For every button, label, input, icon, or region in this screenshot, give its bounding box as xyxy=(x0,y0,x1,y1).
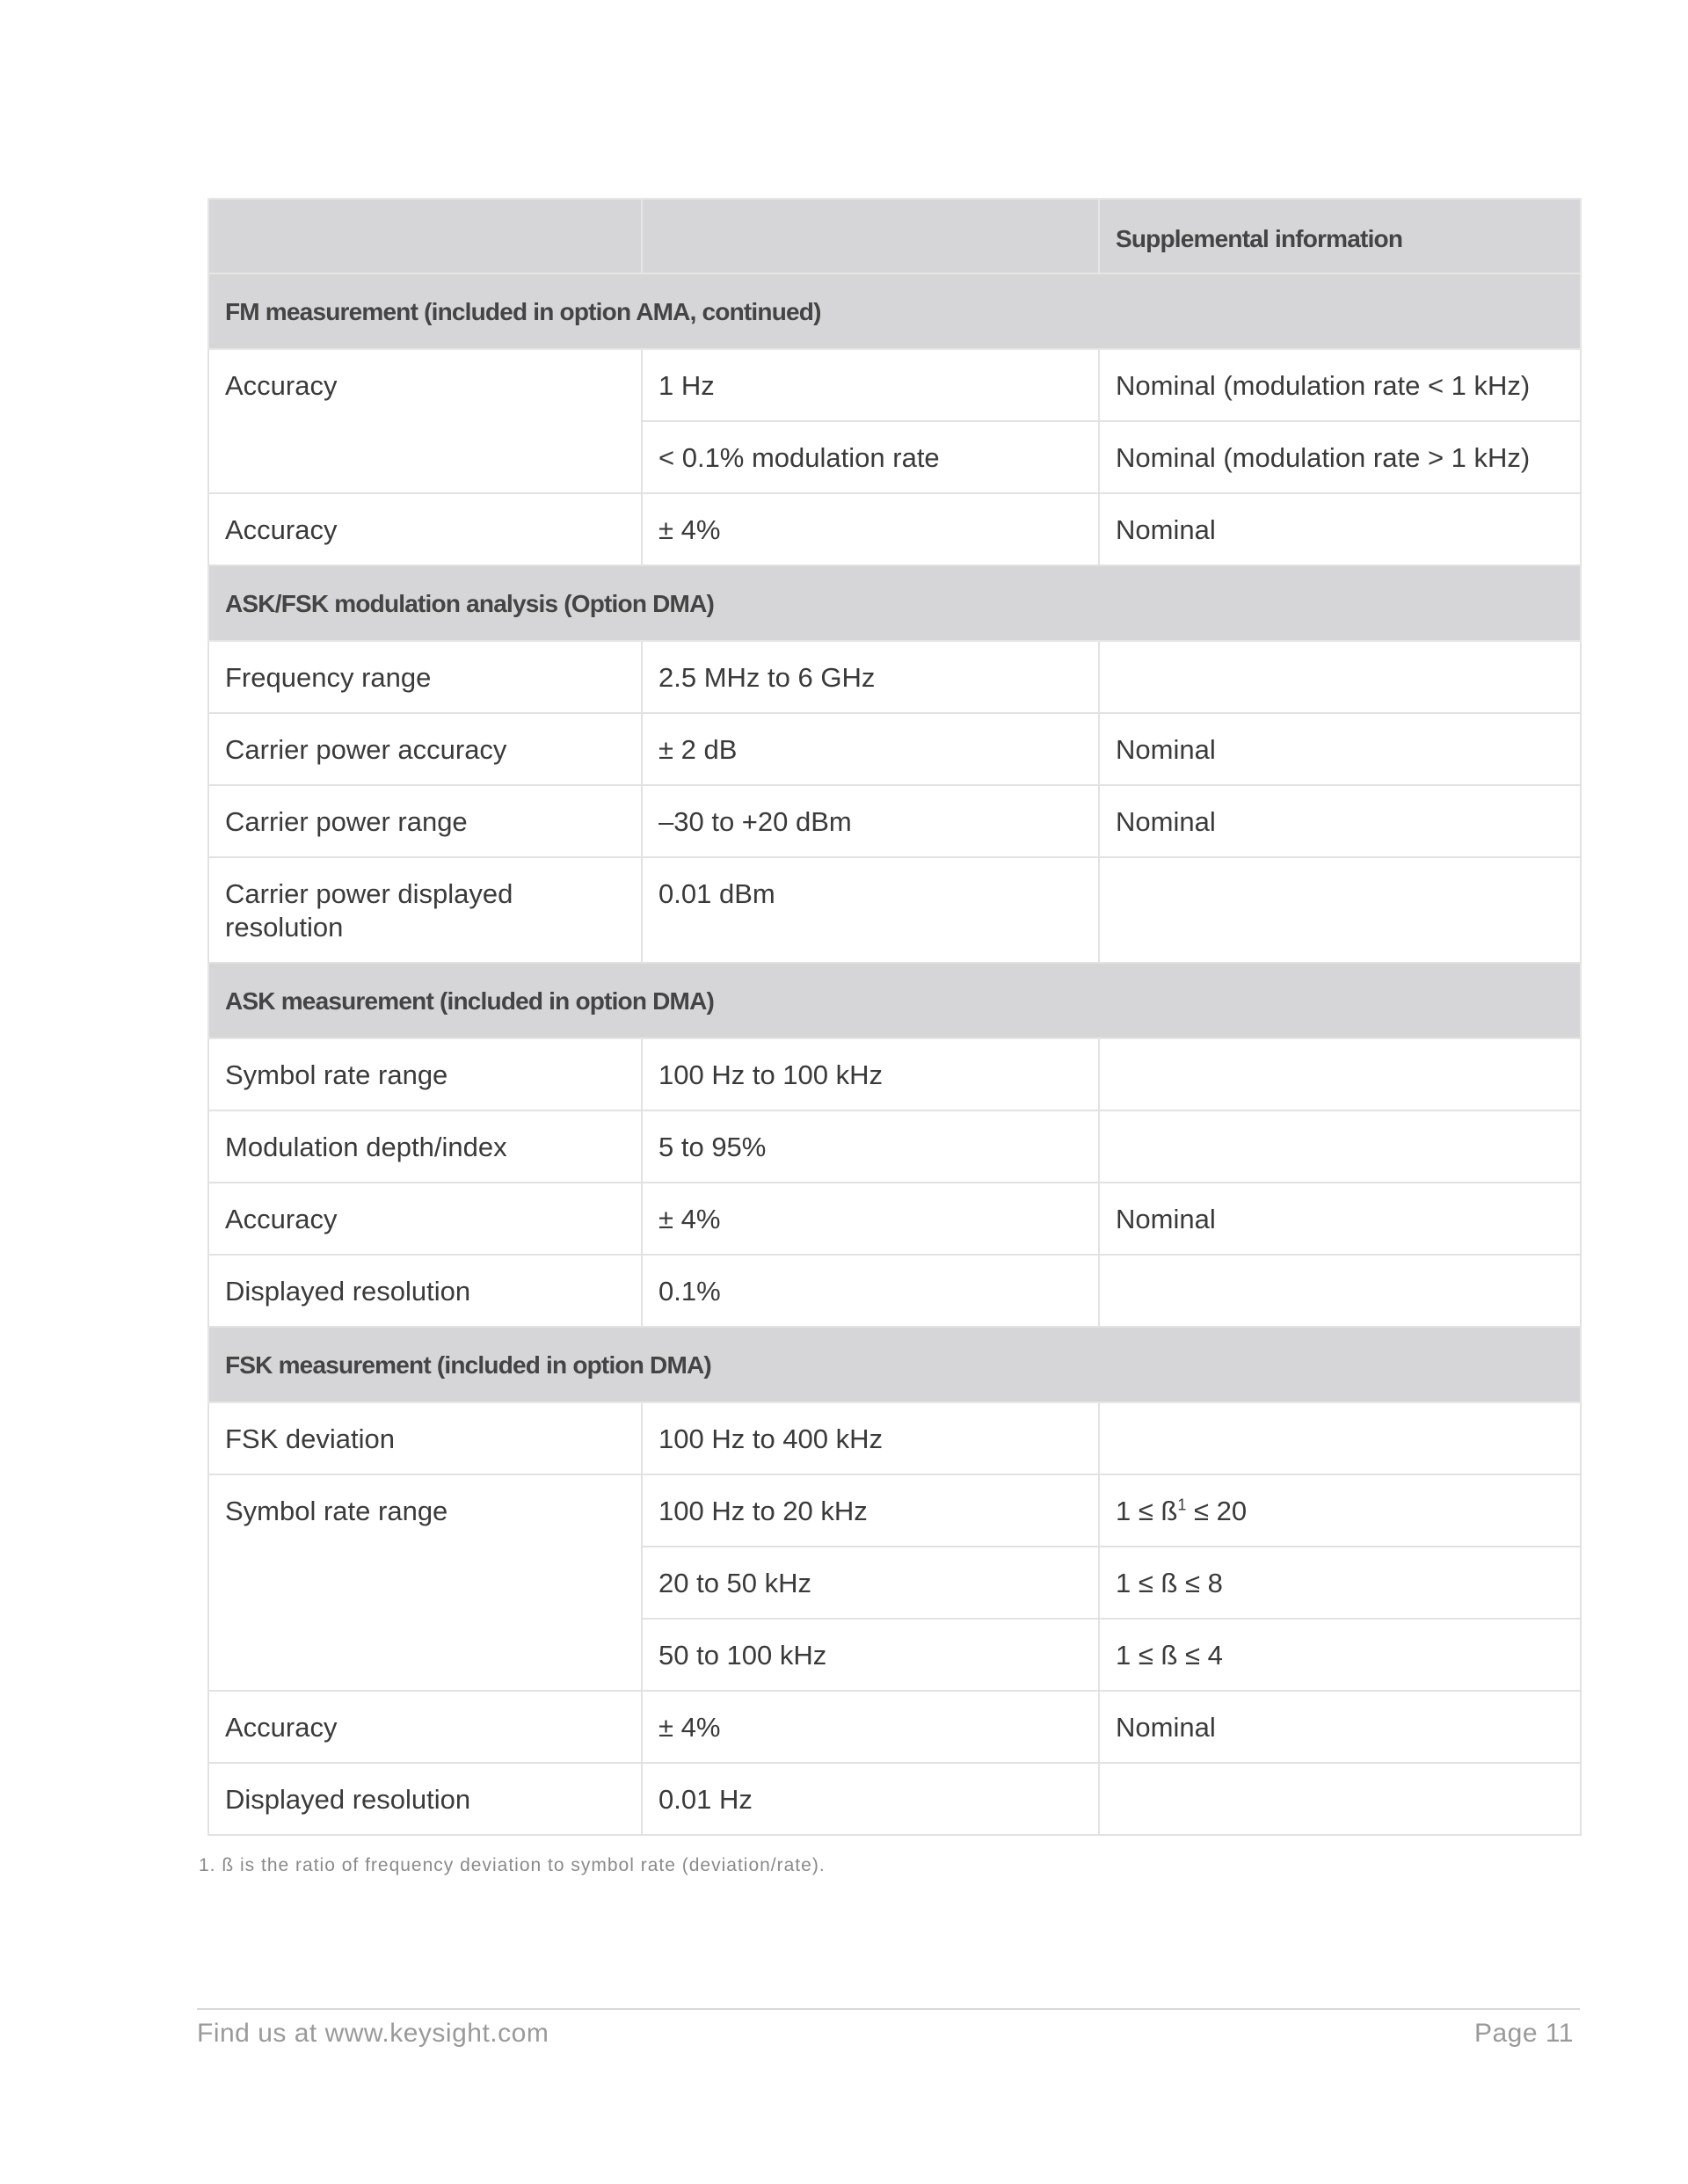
table-cell xyxy=(642,1255,1099,1327)
cell-text: ± 2 dB xyxy=(658,734,738,765)
page-number: Page 11 xyxy=(1473,2019,1574,2048)
table-cell xyxy=(1099,493,1581,565)
table-row xyxy=(208,1255,1581,1327)
cell-text: 0.01 Hz xyxy=(658,1784,753,1815)
cell-text: Accuracy xyxy=(225,370,338,401)
table-cell xyxy=(208,1763,642,1835)
table-cell xyxy=(1099,1619,1581,1691)
table-row xyxy=(208,713,1581,785)
table-row xyxy=(208,1110,1581,1183)
table-row xyxy=(208,349,1581,421)
table-cell xyxy=(642,421,1099,493)
cell-text: –30 to +20 dBm xyxy=(658,806,852,837)
table-cell xyxy=(208,1402,642,1474)
table-row xyxy=(208,1691,1581,1763)
cell-text: ± 4% xyxy=(658,1712,721,1743)
cell-text: 0.1% xyxy=(658,1276,721,1307)
cell-text: Accuracy xyxy=(225,1204,338,1234)
table-cell xyxy=(1099,785,1581,857)
table-cell xyxy=(208,1255,642,1327)
specifications-table xyxy=(207,198,1582,1836)
table-row xyxy=(208,1038,1581,1110)
table-cell xyxy=(1099,713,1581,785)
cell-text: FSK deviation xyxy=(225,1423,395,1454)
table-cell xyxy=(208,785,642,857)
table-cell xyxy=(642,1691,1099,1763)
table-cell xyxy=(208,1474,642,1691)
table-cell xyxy=(1099,857,1581,963)
cell-text: 5 to 95% xyxy=(658,1132,767,1162)
table-cell xyxy=(1099,349,1581,421)
table-cell xyxy=(208,493,642,565)
table-row xyxy=(208,1474,1581,1547)
cell-text: 2.5 MHz to 6 GHz xyxy=(658,662,876,693)
table-cell xyxy=(1099,1547,1581,1619)
cell-text: Displayed resolution xyxy=(225,1784,471,1815)
table-row xyxy=(208,641,1581,713)
table-cell xyxy=(1099,1255,1581,1327)
cell-text: 100 Hz to 400 kHz xyxy=(658,1423,884,1454)
table-cell xyxy=(208,1691,642,1763)
cell-text: 1 ≤ ß ≤ 8 xyxy=(1116,1568,1223,1598)
section-title: ASK measurement (included in option DMA) xyxy=(208,963,1581,1038)
table-cell xyxy=(642,1038,1099,1110)
cell-text: Carrier power range xyxy=(225,806,468,837)
table-row xyxy=(208,1402,1581,1474)
section-title: FM measurement (included in option AMA, continued) xyxy=(208,273,1581,349)
table-cell xyxy=(642,1183,1099,1255)
cell-text: Accuracy xyxy=(225,1712,338,1743)
table-cell xyxy=(1099,1402,1581,1474)
table-cell xyxy=(1099,1474,1581,1547)
table-cell xyxy=(1099,641,1581,713)
cell-text: Nominal (modulation rate > 1 kHz) xyxy=(1116,442,1531,473)
section-title: ASK/FSK modulation analysis (Option DMA) xyxy=(208,565,1581,641)
cell-text: 20 to 50 kHz xyxy=(658,1568,812,1598)
table-row xyxy=(208,857,1581,963)
cell-text: Nominal xyxy=(1116,806,1216,837)
table-cell xyxy=(642,1547,1099,1619)
section-title: FSK measurement (included in option DMA) xyxy=(208,1327,1581,1402)
cell-text: 1 ≤ ß xyxy=(1116,1496,1178,1526)
cell-text: 50 to 100 kHz xyxy=(658,1640,827,1671)
table-header-row xyxy=(208,199,1581,273)
cell-text: Frequency range xyxy=(225,662,432,693)
section-header-row xyxy=(208,963,1581,1038)
table-cell xyxy=(1099,1183,1581,1255)
table-cell xyxy=(642,493,1099,565)
table-cell xyxy=(208,857,642,963)
table-cell xyxy=(1099,1763,1581,1835)
section-header-row xyxy=(208,273,1581,349)
cell-text: Displayed resolution xyxy=(225,1276,471,1307)
section-header-row xyxy=(208,1327,1581,1402)
table-cell xyxy=(208,1110,642,1183)
cell-text: Nominal xyxy=(1116,1204,1216,1234)
footnote: 1. ß is the ratio of frequency deviation to symbol rate (deviation/rate). xyxy=(199,1855,826,1875)
table-cell xyxy=(642,1110,1099,1183)
header-cell-parameter xyxy=(208,199,642,273)
cell-text: Accuracy xyxy=(225,514,338,545)
cell-text-suffix: ≤ 20 xyxy=(1186,1496,1248,1526)
cell-text: Nominal xyxy=(1116,514,1216,545)
table-cell xyxy=(642,857,1099,963)
cell-text: Carrier power displayed resolution xyxy=(225,878,513,943)
cell-text: Carrier power accuracy xyxy=(225,734,507,765)
cell-text: Nominal xyxy=(1116,734,1216,765)
table-cell xyxy=(642,713,1099,785)
table-row xyxy=(208,1763,1581,1835)
table-cell xyxy=(1099,1110,1581,1183)
table-row xyxy=(208,785,1581,857)
cell-text: Modulation depth/index xyxy=(225,1132,507,1162)
table-cell xyxy=(642,1763,1099,1835)
table-cell xyxy=(208,1183,642,1255)
table-row xyxy=(208,493,1581,565)
cell-text: 1 ≤ ß ≤ 4 xyxy=(1116,1640,1223,1671)
cell-text: 1 Hz xyxy=(658,370,715,401)
cell-text: Nominal (modulation rate < 1 kHz) xyxy=(1116,370,1531,401)
cell-text: ± 4% xyxy=(658,514,721,545)
cell-text: Symbol rate range xyxy=(225,1059,448,1090)
header-cell-supplemental: Supplemental information xyxy=(1099,199,1581,273)
cell-text: 100 Hz to 20 kHz xyxy=(658,1496,868,1526)
footer-website[interactable]: Find us at www.keysight.com xyxy=(197,2019,549,2048)
table-row xyxy=(208,1183,1581,1255)
table-cell xyxy=(642,1402,1099,1474)
cell-text: 0.01 dBm xyxy=(658,878,775,909)
table-cell xyxy=(208,1038,642,1110)
footnote-reference: 1 xyxy=(1177,1496,1187,1514)
cell-text: Symbol rate range xyxy=(225,1496,448,1526)
table-cell xyxy=(1099,421,1581,493)
cell-text: ± 4% xyxy=(658,1204,721,1234)
table-cell xyxy=(1099,1691,1581,1763)
table-cell xyxy=(642,1474,1099,1547)
table-cell xyxy=(1099,1038,1581,1110)
table-cell xyxy=(642,785,1099,857)
section-header-row xyxy=(208,565,1581,641)
cell-text: 100 Hz to 100 kHz xyxy=(658,1059,884,1090)
table-cell xyxy=(208,349,642,493)
cell-text: < 0.1% modulation rate xyxy=(658,442,940,473)
footer-divider xyxy=(197,2008,1580,2010)
table-cell xyxy=(208,713,642,785)
cell-text: Nominal xyxy=(1116,1712,1216,1743)
table-cell xyxy=(208,641,642,713)
table-cell xyxy=(642,349,1099,421)
table-cell xyxy=(642,1619,1099,1691)
header-cell-specification xyxy=(642,199,1099,273)
table-cell xyxy=(642,641,1099,713)
